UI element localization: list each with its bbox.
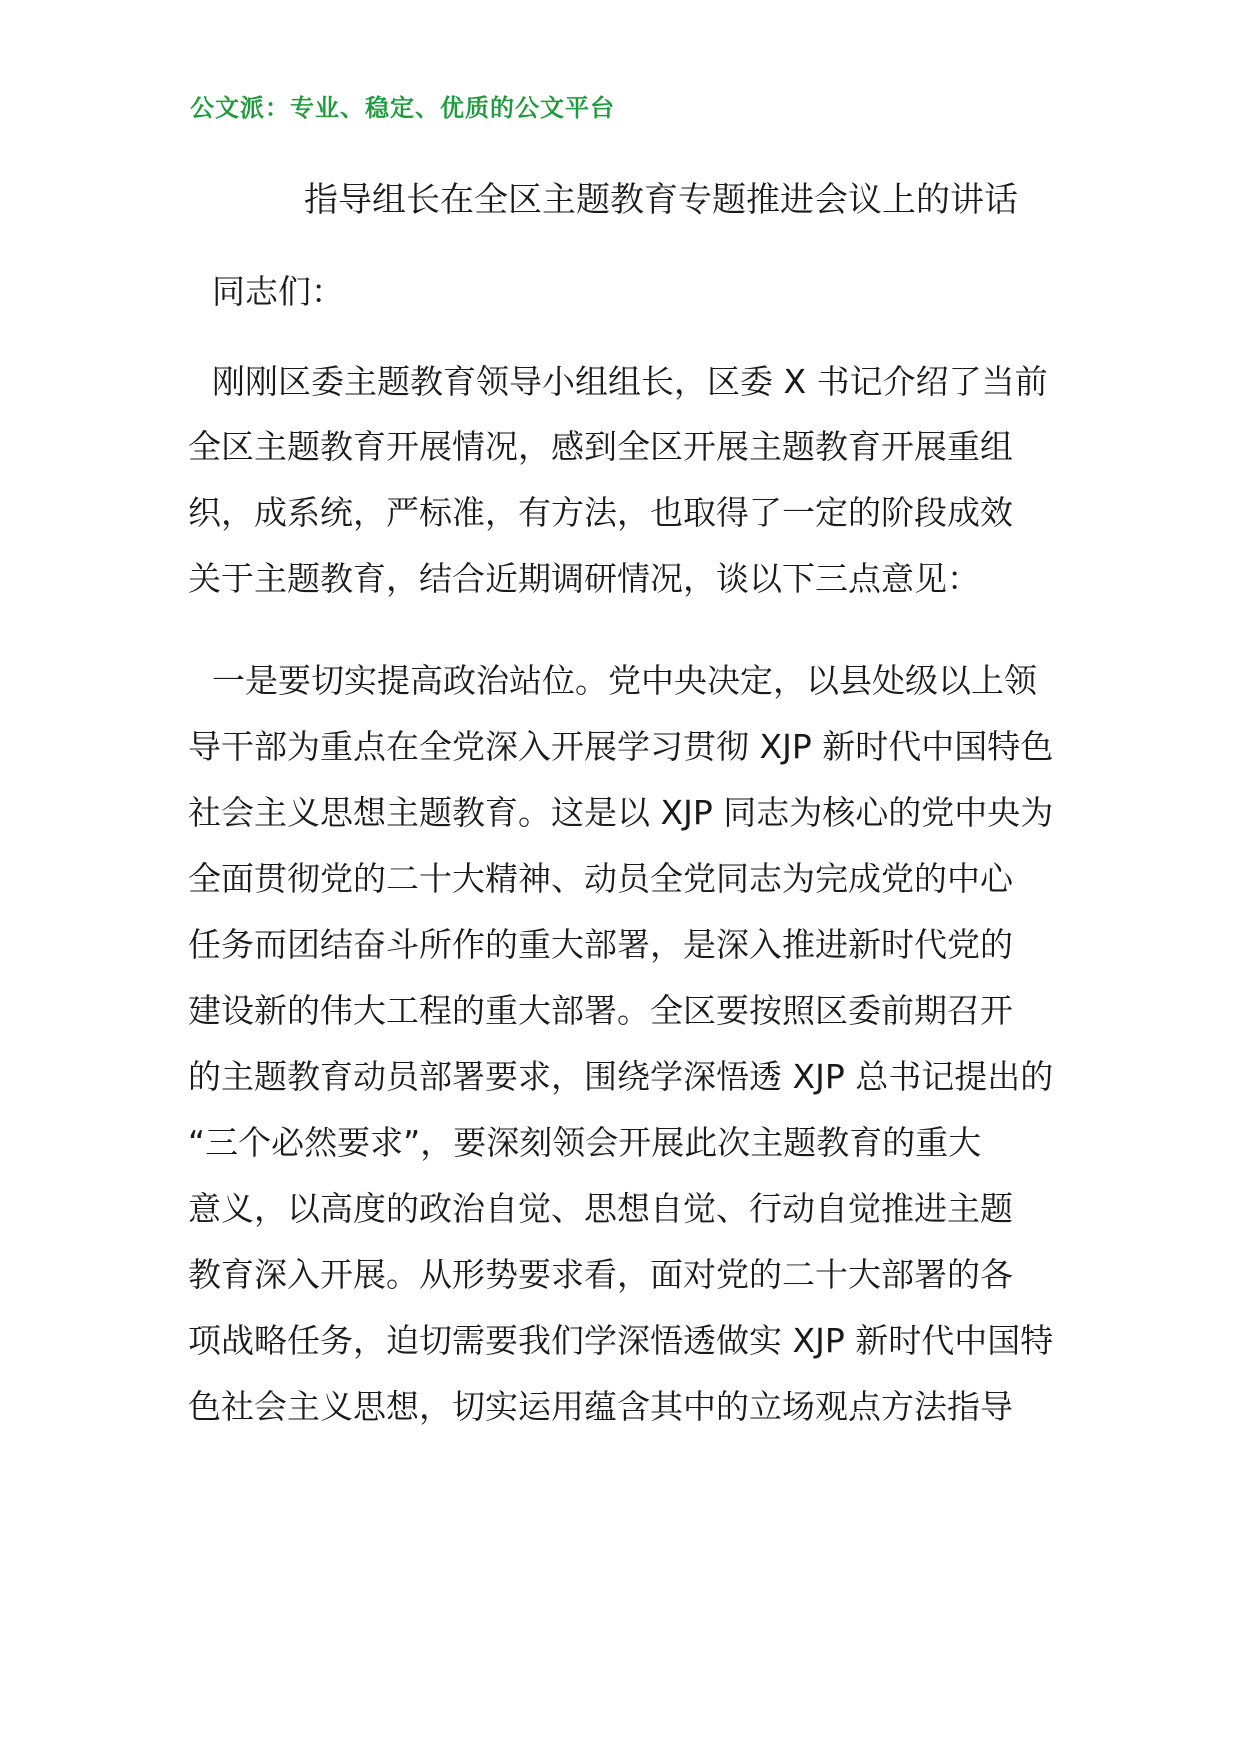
paragraph-line: 色社会主义思想，切实运用蕴含其中的立场观点方法指导 — [188, 1387, 1013, 1426]
paragraph-line: 刚刚区委主题教育领导小组组长，区委 X 书记介绍了当前 — [212, 362, 1048, 401]
paragraph-line: 教育深入开展。从形势要求看，面对党的二十大部署的各 — [188, 1255, 1013, 1294]
paragraph-line: 意义，以高度的政治自觉、思想自觉、行动自觉推进主题 — [188, 1189, 1013, 1228]
document-title: 指导组长在全区主题教育专题推进会议上的讲话 — [304, 180, 1018, 220]
paragraph-line: 任务而团结奋斗所作的重大部署，是深入推进新时代党的 — [188, 925, 1013, 964]
salutation: 同志们： — [212, 272, 344, 311]
paragraph-line: 织，成系统，严标准，有方法，也取得了一定的阶段成效 — [188, 493, 1013, 532]
paragraph-line: 项战略任务，迫切需要我们学深悟透做实 XJP 新时代中国特 — [188, 1321, 1054, 1360]
paragraph-line: 导干部为重点在全党深入开展学习贯彻 XJP 新时代中国特色 — [188, 727, 1054, 766]
paragraph-line: 一是要切实提高政治站位。党中央决定，以县处级以上领 — [212, 661, 1037, 700]
paragraph-line: 建设新的伟大工程的重大部署。全区要按照区委前期召开 — [188, 991, 1013, 1030]
paragraph-line: 全面贯彻党的二十大精神、动员全党同志为完成党的中心 — [188, 859, 1013, 898]
paragraph-line: “三个必然要求”，要深刻领会开展此次主题教育的重大 — [188, 1123, 982, 1162]
paragraph-line: 关于主题教育，结合近期调研情况，谈以下三点意见： — [188, 559, 980, 598]
header-brand: 公文派：专业、稳定、优质的公文平台 — [190, 94, 615, 122]
paragraph-line: 社会主义思想主题教育。这是以 XJP 同志为核心的党中央为 — [188, 793, 1054, 832]
paragraph-line: 的主题教育动员部署要求，围绕学深悟透 XJP 总书记提出的 — [188, 1057, 1054, 1096]
paragraph-line: 全区主题教育开展情况，感到全区开展主题教育开展重组 — [188, 427, 1013, 466]
